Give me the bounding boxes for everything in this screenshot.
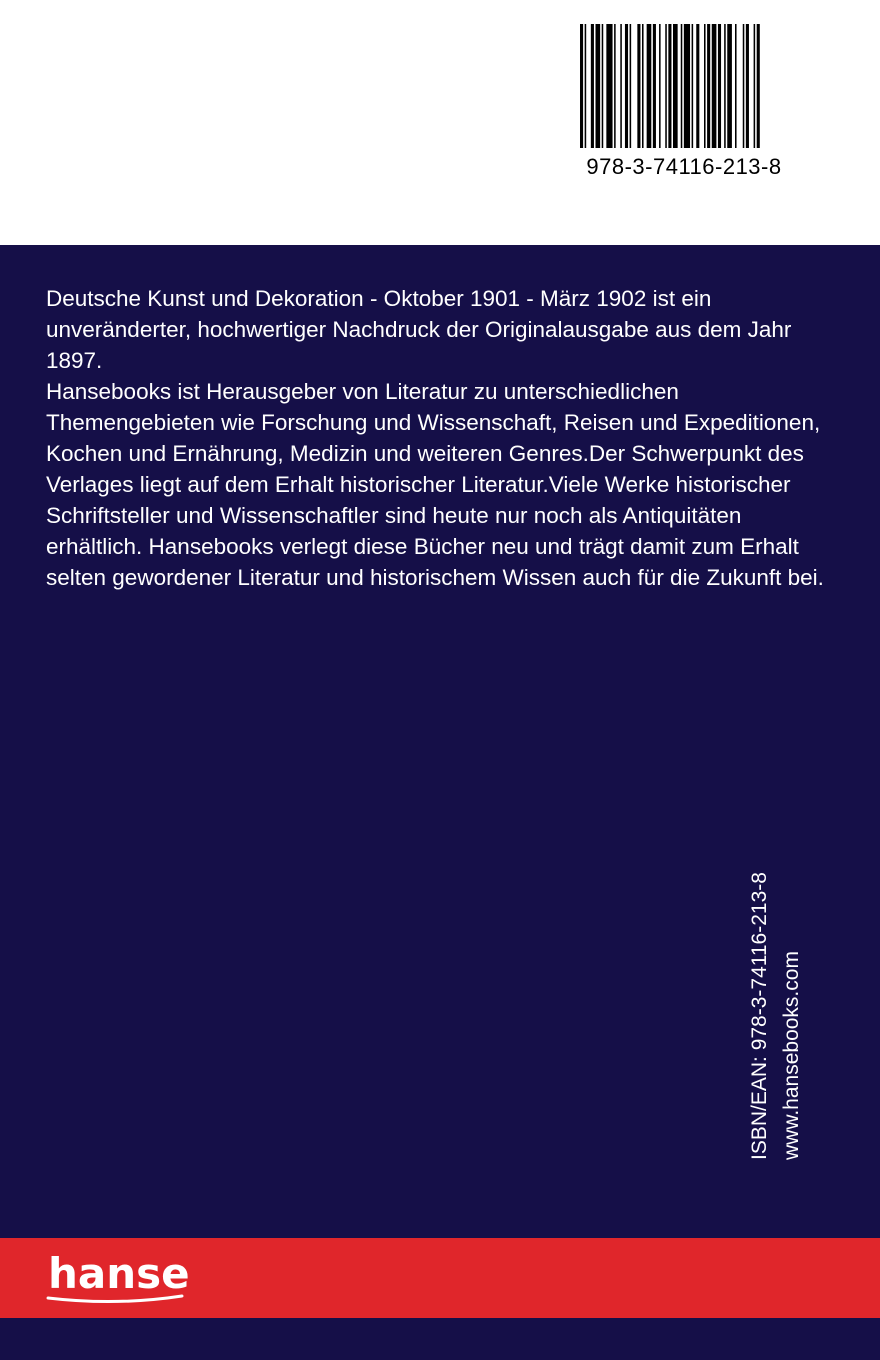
barcode-bar [668, 24, 671, 148]
barcode-bar [585, 24, 587, 148]
barcode-bar [620, 24, 622, 148]
isbn-ean-line: ISBN/EAN: 978-3-74116-213-8 [748, 872, 771, 1160]
barcode-bar [754, 24, 756, 148]
barcode-bar [630, 24, 632, 148]
blurb-paragraph-1: Deutsche Kunst und Dekoration - Oktober 1901 - März 1902 ist ein unveränderter, hochwertiger Nachdruck der Originalausgabe aus dem Jahr 1897. [46, 286, 792, 373]
hanse-logo: hanse [48, 1249, 190, 1298]
website-line: www.hansebooks.com [780, 951, 803, 1160]
barcode-bar [684, 24, 690, 148]
barcode-bar [712, 24, 717, 148]
barcode-bar [746, 24, 749, 148]
barcode-bars [578, 24, 790, 152]
barcode-bar [743, 24, 745, 148]
barcode-bar [637, 24, 640, 148]
barcode-bar [647, 24, 652, 148]
barcode [578, 24, 790, 184]
top-white-band [0, 0, 880, 245]
bottom-band [0, 1318, 880, 1360]
barcode-bar [757, 24, 760, 148]
barcode-bar [704, 24, 706, 148]
barcode-bar [602, 24, 604, 148]
barcode-bar [707, 24, 710, 148]
barcode-bar [681, 24, 683, 148]
barcode-bar [665, 24, 667, 148]
barcode-bar [673, 24, 678, 148]
barcode-bar [606, 24, 612, 148]
barcode-bar [735, 24, 737, 148]
barcode-bar [659, 24, 661, 148]
barcode-bar [718, 24, 721, 148]
barcode-bar [642, 24, 644, 148]
blurb-paragraph-2: Hansebooks ist Herausgeber von Literatur zu unterschiedlichen Themengebieten wie Forschung und Wissenschaft, Reisen und Expeditionen, Kochen und Ernährung, Medizin und weiteren Genres.Der Schwerpunkt des Verlages liegt auf dem Erhalt historischer Literatur.Viele Werke historischer Schriftsteller und Wissenschaftler sind heute nur noch als Antiquitäten erhältlich. Hansebooks verlegt diese Bücher neu und trägt damit zum Erhalt selten gewordener Literatur und historischem Wissen auch für die Zukunft bei. [46, 379, 824, 590]
barcode-bar [580, 24, 583, 148]
barcode-bar [653, 24, 656, 148]
barcode-bar [614, 24, 616, 148]
vertical-imprint [744, 830, 814, 1160]
logo-swoosh-icon [46, 1292, 186, 1306]
barcode-bar [692, 24, 694, 148]
back-cover-blurb [46, 283, 836, 593]
barcode-bar [724, 24, 726, 148]
barcode-bar [625, 24, 628, 148]
barcode-number: 978-3-74116-213-8 [586, 154, 782, 179]
barcode-bar [696, 24, 699, 148]
barcode-bar [727, 24, 732, 148]
barcode-bar [596, 24, 601, 148]
barcode-bar [591, 24, 594, 148]
